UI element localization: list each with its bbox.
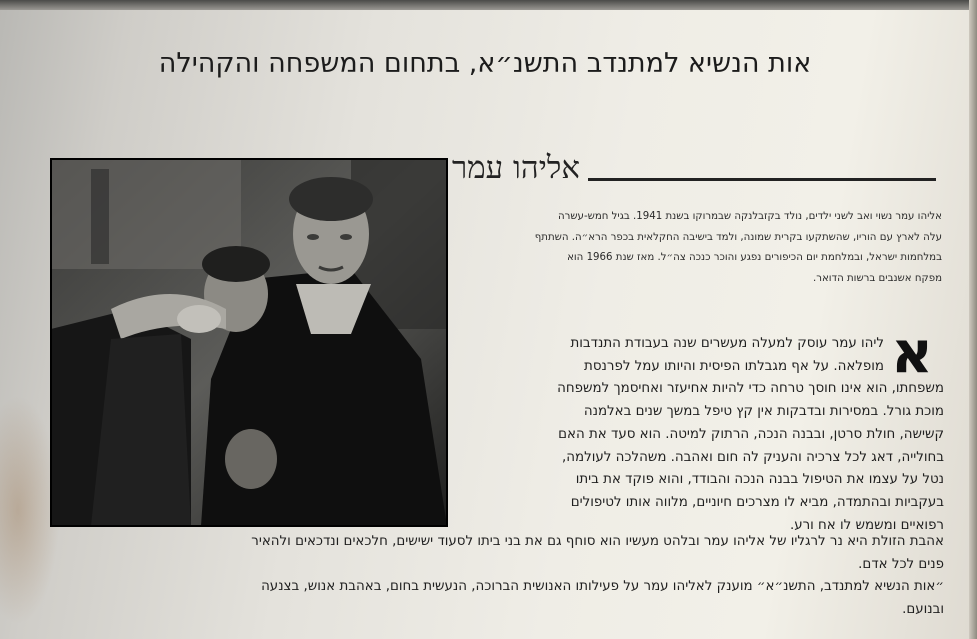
closing-line: אהבת הזולת היא נר לרגליו של אליהו עמר ובלהט מעשיו הוא סוחף גם את בני ביתו לסעוד ישישים, חלכאים ונדכאים ולהאיר [251,534,944,549]
bio-line: במלחמות ישראל, ובמלחמת יום הכיפורים נפגע והוכר כנכה צה״ל. מאז שנת 1966 הוא [567,252,942,263]
name-underline [588,178,936,181]
main-paragraph [454,333,944,537]
closing-line: ״אות הנשיא למתנדב, התשנ״א״ מוענק לאליהו עמר על פעילותו האנושית הברוכה, הנעשית בחום, באהבת אנוש, בצנעה [261,579,944,595]
body-line: משפחתו, הוא אינו חוסך טרחה כדי להיות אחיעזר ואחיסמך למשפחה [557,381,944,397]
bio-line: עלה לארץ עם הוריו, שהשתקעו בקרית שמונה, ולמד בישיבה החקלאית בכפר הרא״ה. השתתף [534,231,942,243]
honoree-name: אליהו עמר [452,150,580,186]
body-line: נטל על עצמו את הטיפול בבנה הנכה והבודד, והוא פוקד את ביתו [575,472,944,488]
frame-right-edge [969,0,977,639]
body-line: מוכת גורל. במסירות ובדבקות אין קץ טיפל במשך שנים באלמנה [583,404,944,420]
closing-line: פנים לכל אדם. [858,556,944,572]
closing-paragraph [40,531,944,622]
closing-line: ובנועם. [902,602,944,618]
body-line: ליהו עמר עוסק למעלה מעשרים שנה בעבודת התנדבות [570,336,884,351]
bio-line: אליהו עמר נשוי ואב לשני ילדים, נולד בקזבלנקה שבמרוקו בשנת 1941. בגיל חמש-עשרה [557,211,942,222]
frame-top-edge [0,0,977,10]
bio-line: מפקח אשנבים ברשות הדואר. [812,272,942,284]
document-title: אות הנשיא למתנדב התשנ״א, בתחום המשפחה והקהילה [158,48,812,79]
body-line: קשישה, חולת סרטן, ובבנה הנכה, הרתוק למיטה. הוא סעד את האם [558,426,944,442]
body-line: מופלאה. על אף מגבלתו הפיסית והיותו עמל לפרנסת [584,358,884,374]
bio-paragraph [456,207,942,289]
body-line: רפואיים ומשמש לו אח ורע. [789,517,944,533]
photo-illustration [51,159,447,526]
photo-of-two-men [50,158,448,527]
drop-cap-letter: א [890,318,934,386]
body-line: בעקביות ובהתמדה, מביא לו מצרכים חיוניים, מלווה אותו לטיפולים [570,494,944,510]
body-line: בחולייה, דאג לכל צרכיה והעניק לה חום ואהבה. משהלכה לעולמה, [562,449,944,465]
